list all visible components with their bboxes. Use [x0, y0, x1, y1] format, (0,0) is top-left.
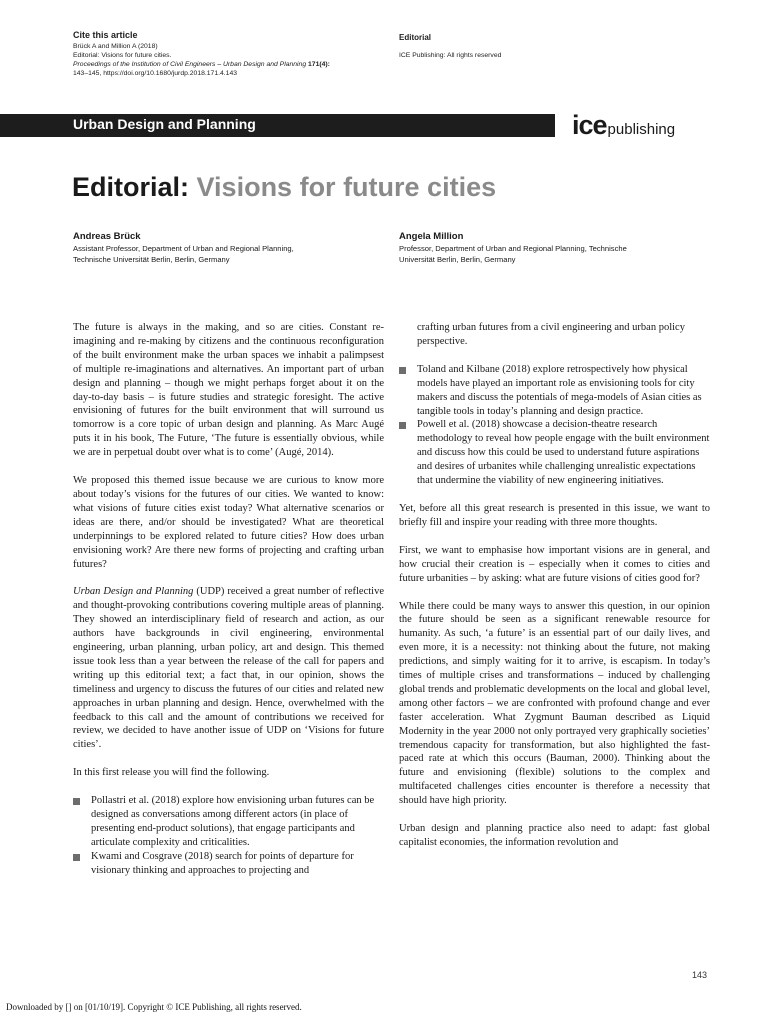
list-item: [399, 418, 710, 488]
square-bullet-icon: [399, 367, 406, 374]
section-title: Urban Design and Planning: [73, 116, 256, 132]
paragraph: Urban design and planning practice also need to adapt: fast global capitalist economies, the information revolution and: [399, 823, 710, 848]
list-item: [73, 794, 384, 850]
paragraph: [73, 585, 384, 752]
article-title: [72, 172, 496, 203]
list-item: [399, 363, 710, 419]
paragraph: In this first release you will find the following.: [73, 767, 270, 779]
logo-ice: ice: [572, 110, 607, 140]
ice-publishing-logo: [572, 110, 675, 140]
article-type: Editorial: [399, 33, 432, 42]
paragraph-text: (UDP) received a great number of reflective and thought-provoking contributions covering multiple areas of planning. They showed an interdisciplinary field of research and action, as our authors have backgrounds in civil engineering, environmental engineering, urban planning, urban policy, art and design. This themed issue took less than a year between the release of the call for papers and writing up this editorial text; a fact that, in our opinion, shows the timeliness and urgency to discuss the futures of our cities and related new approaches in urban planning and design. Hence, overwhelmed with the feedback to this call and the amount of contributions we received for review, we decided to have another issue of UDP on ‘Visions for future cities’.: [73, 586, 384, 751]
list-item: [73, 850, 384, 878]
square-bullet-icon: [399, 422, 406, 429]
title-main: Visions for future cities: [196, 172, 497, 202]
cite-journal-line: [73, 60, 373, 69]
contribution-list: [73, 794, 384, 877]
author-name: Angela Million: [399, 231, 464, 242]
square-bullet-icon: [73, 854, 80, 861]
square-bullet-icon: [73, 798, 80, 805]
body-column-right: [399, 321, 710, 864]
list-item-text: Powell et al. (2018) showcase a decision-theatre research methodology to reveal how people engage with the built environment and discuss how this could be used to understand future aspirations and desires of urbanites while challenging unrealistic expectations that undermine the viability of new engineering initiatives.: [417, 419, 710, 487]
author-affiliation: Technische Universität Berlin, Berlin, Germany: [73, 255, 230, 264]
author-affiliation: Professor, Department of Urban and Regional Planning, Technische: [399, 244, 627, 253]
article-meta: [399, 33, 699, 59]
list-item-continuation: crafting urban futures from a civil engineering and urban policy perspective.: [417, 322, 685, 347]
cite-heading: Cite this article: [73, 30, 138, 40]
list-item-text: Kwami and Cosgrave (2018) search for points of departure for visionary thinking and approaches to projecting and: [91, 850, 354, 876]
rights-notice: ICE Publishing: All rights reserved: [399, 52, 502, 59]
paragraph: First, we want to emphasise how important visions are in general, and how crucial their creation is – especially when it comes to cities and future urbanities – by asking: what are future visions of cities good for?: [399, 544, 710, 584]
contribution-list: [399, 363, 710, 488]
paragraph: The future is always in the making, and so are cities. Constant re-imagining and re-making by citizens and the continuous reconfiguration of the built environment make the urban spaces we inhabit a palimpsest of multiple re-imaginations and alternatives. An important part of urban design and planning – though we might perhaps forget about it on the day-to-day basis – is future studies and strategic foresight. The active envisioning of futures for the built environment that will surround us tomorrow is a core topic of urban design and planning. As Marc Augé puts it in his book, The Future, ‘The future is essentially obvious, while we are in perpetual doubt over what is to come’ (Augé, 2014).: [73, 322, 384, 459]
author-block: [73, 231, 373, 265]
list-item-text: Toland and Kilbane (2018) explore retrospectively how physical models have played an important role as envisioning tools for city makers and discuss the potentials of mega-models of Asian cities as tangible tools in today’s planning and design practice.: [417, 363, 702, 417]
paragraph: While there could be many ways to answer this question, in our opinion the future should be seen as a significant renewable resource for humanity. As such, ‘a future’ is an essential part of our daily lives, and even more, it is a necessity: not thinking about the future, not making predictions, and simply waiting for it to arrive, is escapism. In today’s times of multiple crises and transformations – induced by challenging global trends and problematic developments on the local and global level, among other factors – we are confronted with profound change and ever faster acceleration. What Zygmunt Bauman described as Liquid Modernity in the year 2000 not only portrayed very graphically societies’ tremendous capacity for transformation, but also highlighted the fast-paced rate at which this occurs (Bauman, 2000). Thinking about the future and envisioning (flexible) solutions to the complex and multifaceted challenges cities encounter is therefore a necessity that should have high priority.: [399, 600, 710, 807]
author-affiliation: Universität Berlin, Berlin, Germany: [399, 255, 516, 264]
download-notice: Downloaded by [] on [01/10/19]. Copyright © ICE Publishing, all rights reserved.: [6, 1002, 302, 1012]
logo-publishing: publishing: [607, 121, 676, 138]
author-block: [399, 231, 699, 265]
paragraph: We proposed this themed issue because we are curious to know more about today’s visions for the futures of our cities. We wanted to know: what visions of future cities exist today? What alternative scenarios or ideas are there, and/or should be investigated? What are theoretical underpinnings to be explored related to future cities? How does urban envisioning work? Are there new forms of projecting and crafting urban futures?: [73, 475, 384, 570]
cite-volume: 171(4):: [308, 61, 330, 68]
list-item-text: Pollastri et al. (2018) explore how envisioning urban futures can be designed as conversations among different actors (in place of presenting end-product solutions), that engage participants and articulate complexity and criticalities.: [91, 795, 375, 848]
cite-block: [73, 31, 373, 78]
paragraph: Yet, before all this great research is presented in this issue, we want to briefly fill and inspire your reading with three more thoughts.: [399, 502, 710, 528]
cite-journal: Proceedings of the Institution of Civil Engineers – Urban Design and Planning: [73, 61, 307, 68]
title-prefix: Editorial:: [72, 172, 190, 202]
cite-line: Editorial: Visions for future cities.: [73, 52, 172, 59]
cite-line: Brück A and Million A (2018): [73, 43, 158, 50]
body-column-left: [73, 321, 384, 892]
page-number: 143: [691, 970, 707, 980]
author-affiliation: Assistant Professor, Department of Urban and Regional Planning,: [73, 244, 294, 253]
cite-doi[interactable]: 143–145, https://doi.org/10.1680/jurdp.2018.171.4.143: [73, 70, 238, 77]
author-name: Andreas Brück: [73, 231, 141, 242]
journal-name: Urban Design and Planning: [73, 586, 194, 598]
